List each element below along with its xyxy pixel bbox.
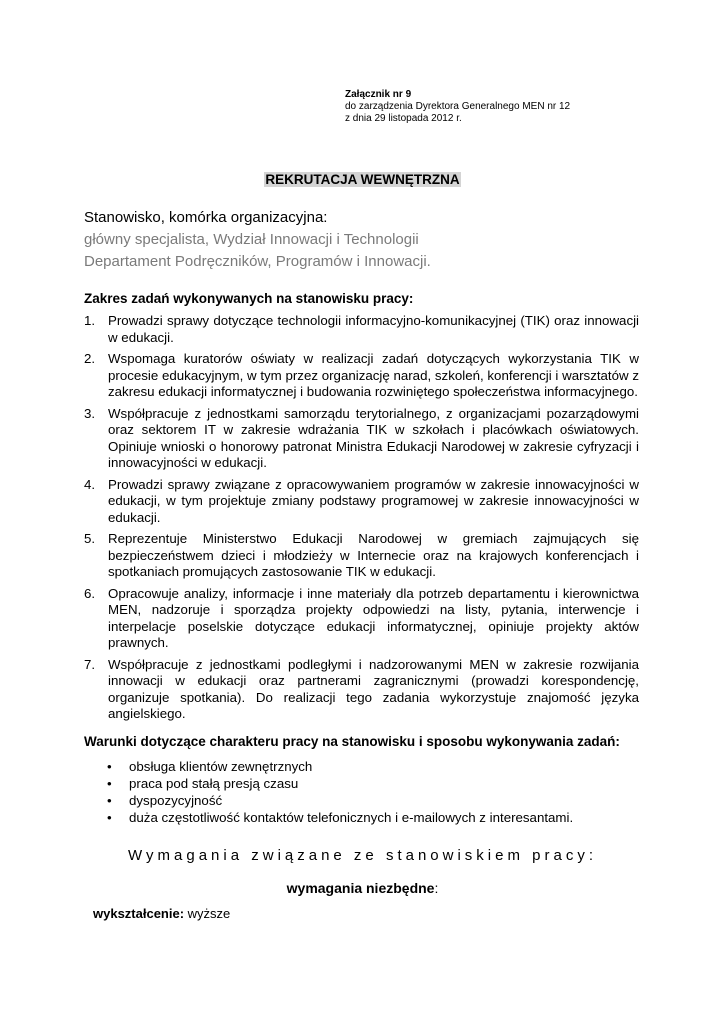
task-text: Prowadzi sprawy związane z opracowywaniem programów w zakresie innowacyjności w edukacji, w tym projektuje zmiany podstawy programowej w zakresie innowacyjności w edukacji. [108, 476, 639, 525]
task-item [84, 531, 639, 581]
condition-text: duża częstotliwość kontaktów telefonicznych i e-mailowych z interesantami. [129, 810, 574, 825]
condition-item [107, 758, 573, 775]
bullet-icon: • [107, 810, 112, 825]
bullet-icon: • [107, 776, 112, 791]
task-item [84, 586, 639, 652]
tasks-list [84, 313, 639, 728]
requirements-sub-label: wymagania niezbędne [286, 880, 435, 896]
task-text: Wspomaga kuratorów oświaty w realizacji zadań dotyczących wykorzystania TIK w procesie edukacyjnym, w tym przez organizację narad, szkoleń, konferencji i warsztatów z zakresu edukacji informatycznej i budowania rozwiniętego społeczeństwa informacyjnego. [108, 351, 639, 399]
tasks-heading: Zakres zadań wykonywanych na stanowisku pracy: [84, 291, 414, 306]
annex-line-1: do zarządzenia Dyrektora Generalnego MEN nr 12 [345, 101, 571, 112]
condition-item [107, 792, 573, 809]
position-line-2: Departament Podręczników, Programów i Innowacji. [84, 253, 431, 270]
task-text: Opracowuje analizy, informacje i inne materiały dla potrzeb departamentu i kierownictwa MEN, nadzoruje i sporządza projekty odpowiedzi na listy, pytania, interwencje i interpelacje poselskie dotyczące edukacji informatycznej, opiniuje projekty aktów prawnych. [108, 585, 639, 650]
annex-title: Załącznik nr 9 [345, 89, 412, 100]
task-text: Współpracuje z jednostkami samorządu terytorialnego, z organizacjami pozarządowymi oraz sektorem IT w zakresie wdrażania TIK w szkołach i placówkach oświatowych. Opiniuje wnioski o honorowy patronat Ministra Edukacji Narodowej w zakresie cyfryzacji i innowacyjności w edukacji. [108, 405, 639, 470]
condition-item [107, 775, 573, 792]
page-title: REKRUTACJA WEWNĘTRZNA [265, 172, 460, 187]
conditions-list [107, 758, 573, 826]
task-item [84, 406, 639, 472]
position-line-1: główny specjalista, Wydział Innowacji i Technologii [84, 231, 419, 248]
task-number: 2. [84, 351, 96, 366]
task-item [84, 351, 639, 401]
position-block [84, 207, 431, 273]
task-text: Prowadzi sprawy dotyczące technologii informacyjno-komunikacyjnej (TIK) oraz innowacji w edukacji. [108, 313, 639, 345]
task-number: 3. [84, 405, 96, 421]
requirements-subheading [0, 880, 725, 896]
position-label: Stanowisko, komórka organizacyjna: [84, 209, 328, 226]
task-text: Reprezentuje Ministerstwo Edukacji Narodowej w gremiach zajmujących się bezpieczeństwem dzieci i młodzieży w Internecie oraz na krajowych konferencjach i spotkaniach promujących zastosowanie TIK w edukacji. [108, 531, 639, 579]
condition-text: dyspozycyjność [129, 793, 223, 808]
requirements-sub-colon: : [434, 880, 439, 896]
education-line [93, 906, 230, 921]
education-value: wyższe [184, 906, 231, 921]
education-label: wykształcenie: [93, 906, 185, 921]
page-title-wrap [0, 171, 725, 189]
condition-text: praca pod stałą presją czasu [129, 776, 299, 791]
annex-block [345, 89, 570, 125]
task-number: 5. [84, 531, 96, 546]
conditions-heading: Warunki dotyczące charakteru pracy na stanowisku i sposobu wykonywania zadań: [84, 734, 620, 749]
task-number: 7. [84, 656, 96, 672]
condition-text: obsługa klientów zewnętrznych [129, 759, 313, 774]
task-number: 4. [84, 476, 96, 492]
task-item [84, 313, 639, 346]
bullet-icon: • [107, 793, 112, 808]
task-text: Współpracuje z jednostkami podległymi i nadzorowanymi MEN w zakresie rozwijania innowacji w edukacji oraz partnerami zagranicznymi (prowadzi korespondencję, organizuje spotkania). Do realizacji tego zadania wykorzystuje znajomość języka angielskiego. [108, 656, 639, 721]
annex-line-2: z dnia 29 listopada 2012 r. [345, 113, 462, 124]
task-item [84, 657, 639, 723]
requirements-heading: Wymagania związane ze stanowiskiem pracy: [128, 847, 597, 864]
task-number: 6. [84, 585, 96, 601]
condition-item [107, 809, 573, 826]
task-number: 1. [84, 313, 96, 328]
task-item [84, 477, 639, 527]
bullet-icon: • [107, 759, 112, 774]
